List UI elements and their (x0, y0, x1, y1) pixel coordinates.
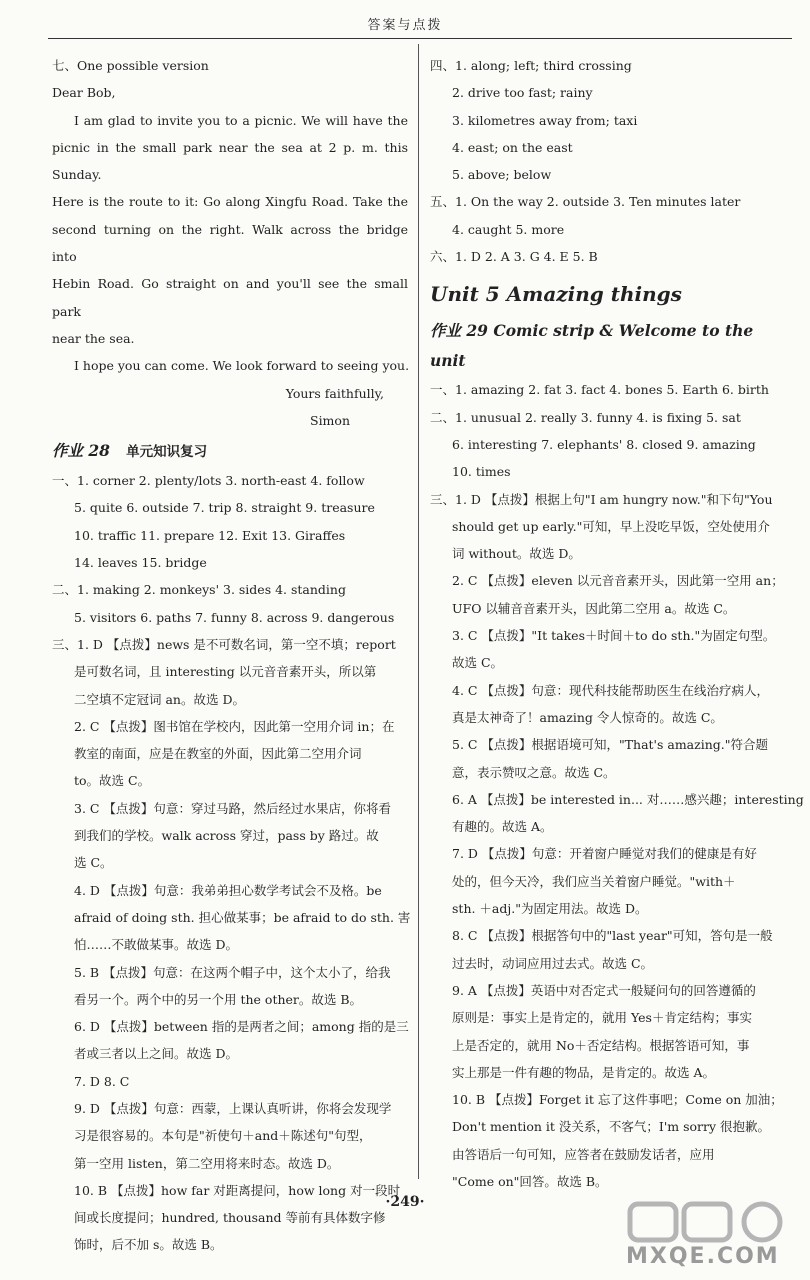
answer-line: 由答语后一句可知，应答者在鼓励发话者，应用 (452, 1146, 715, 1162)
answer-line: 实上那是一件有趣的物品，是肯定的。故选 A。 (452, 1064, 716, 1080)
answer-line: "Come on"回答。故选 B。 (452, 1173, 608, 1189)
answer-line: 14. leaves 15. bridge (74, 555, 207, 571)
answer-line: 二、1. making 2. monkeys' 3. sides 4. standing (52, 582, 346, 598)
homework-29-title: 作业 29 Comic strip & Welcome to the unit (430, 321, 754, 371)
answer-line: 6. A 【点拨】be interested in... 对……感兴趣；interesting (452, 791, 804, 807)
answer-line: 7. D 【点拨】句意：开着窗户睡觉对我们的健康是有好 (452, 846, 757, 862)
letter-line: near the sea. (52, 330, 135, 346)
letter-signature: Simon (310, 412, 350, 428)
answer-line: 饰时，后不加 s。故选 B。 (74, 1237, 223, 1253)
answer-line: 习是很容易的。本句是"祈使句＋and＋陈述句"句型， (74, 1128, 372, 1144)
answer-line: 4. D 【点拨】句意：我弟弟担心数学考试会不及格。be (74, 882, 382, 898)
answer-line: afraid of doing sth. 担心做某事；be afraid to do sth. 害 (74, 909, 411, 925)
column-divider (418, 44, 419, 1179)
letter-line: picnic in the small park near the sea at 2 p. m. this Sunday. (52, 139, 408, 183)
answer-line: 8. C 【点拨】根据答句中的"last year"可知，答句是一般 (452, 928, 773, 944)
letter-line: Here is the route to it: Go along Xingfu Road. Take the (52, 194, 408, 210)
answer-line: 6. interesting 7. elephants' 8. closed 9. amazing (452, 436, 756, 452)
answer-line: 2. C 【点拨】eleven 以元音音素开头，因此第一空用 an； (452, 573, 784, 589)
homework-28-subtitle: 单元知识复习 (126, 444, 208, 461)
answer-line: 上是否定的，就用 No＋否定结构。根据答语可知，事 (452, 1037, 750, 1053)
answer-line: 7. D 8. C (74, 1073, 130, 1089)
answer-line: 三、1. D 【点拨】news 是不可数名词，第一空不填；report (52, 636, 396, 652)
answer-line: 二、1. unusual 2. really 3. funny 4. is fixing 5. sat (430, 409, 741, 425)
answer-line: 5. B 【点拨】句意：在这两个帽子中，这个太小了，给我 (74, 964, 391, 980)
answer-line: 真是太神奇了！amazing 令人惊奇的。故选 C。 (452, 709, 723, 725)
answer-line: 故选 C。 (452, 655, 504, 671)
answer-line: 3. C 【点拨】"It takes＋时间＋to do sth."为固定句型。 (452, 628, 776, 644)
homework-28-heading (52, 436, 408, 467)
answer-line: 教室的南面，应是在教室的外面，因此第二空用介词 (74, 746, 362, 762)
answer-line: 选 C。 (74, 855, 113, 871)
answer-line: 词 without。故选 D。 (452, 546, 581, 562)
header-rule (48, 38, 792, 39)
answer-line: 到我们的学校。walk across 穿过，pass by 路过。故 (74, 828, 379, 844)
answer-line: 四、1. along; left; third crossing (430, 58, 632, 73)
answer-line: UFO 以辅音音素开头，因此第二空用 a。故选 C。 (452, 600, 736, 616)
answer-line: 六、1. D 2. A 3. G 4. E 5. B (430, 249, 598, 265)
answer-line: should get up early."可知，早上没吃早饭，空处使用介 (452, 518, 770, 534)
answer-line: 9. A 【点拨】英语中对否定式一般疑问句的回答遵循的 (452, 982, 756, 998)
letter-title: 七、One possible version (52, 58, 209, 73)
answer-line: 原则是：事实上是肯定的，就用 Yes＋肯定结构；事实 (452, 1010, 752, 1026)
page-number: ·249· (385, 1194, 425, 1210)
letter-line: second turning on the right. Walk across the bridge into (52, 221, 408, 265)
answer-line: 怕……不敢做某事。故选 D。 (74, 937, 238, 953)
answer-line: 看另一个。两个中的另一个用 the other。故选 B。 (74, 991, 363, 1007)
letter-line: I hope you can come. We look forward to seeing you. (74, 358, 410, 374)
answer-line: 5. above; below (452, 167, 552, 183)
letter-greeting: Dear Bob, (52, 85, 116, 101)
answer-line: 10. B 【点拨】Forget it 忘了这件事吧；Come on 加油； (452, 1092, 783, 1108)
answer-line: Don't mention it 没关系，不客气；I'm sorry 很抱歉。 (452, 1119, 771, 1135)
left-column (52, 52, 411, 1259)
answer-line: 一、1. corner 2. plenty/lots 3. north-east 4. follow (52, 473, 365, 489)
answer-line: 过去时，动词应用过去式。故选 C。 (452, 955, 654, 971)
answer-line: sth. ＋adj."为固定用法。故选 D。 (452, 901, 648, 917)
answer-line: 二空填不定冠词 an。故选 D。 (74, 691, 245, 707)
answer-line: 五、1. On the way 2. outside 3. Ten minutes later (430, 194, 741, 210)
answer-line: 意，表示赞叹之意。故选 C。 (452, 764, 616, 780)
answer-line: 10. B 【点拨】how far 对距离提问，how long 对一段时 (74, 1182, 401, 1198)
letter-closing: Yours faithfully, (285, 385, 384, 401)
answer-line: to。故选 C。 (74, 773, 151, 789)
letter-line: I am glad to invite you to a picnic. We will have the (74, 112, 408, 128)
answer-line: 4. C 【点拨】句意：现代科技能帮助医生在线治疗病人， (452, 682, 769, 698)
answer-line: 10. times (452, 464, 511, 480)
answer-line: 6. D 【点拨】between 指的是两者之间；among 指的是三 (74, 1019, 409, 1035)
answer-line: 5. visitors 6. paths 7. funny 8. across 9. dangerous (74, 609, 395, 625)
unit-title: Unit 5 Amazing things (430, 282, 682, 307)
answer-line: 三、1. D 【点拨】根据上句"I am hungry now."和下句"You (430, 491, 773, 507)
homework-28-title: 作业 28 (52, 441, 110, 461)
answer-line: 9. D 【点拨】句意：西蒙，上课认真听讲，你将会发现学 (74, 1100, 392, 1116)
answer-line: 者或三者以上之间。故选 D。 (74, 1046, 238, 1062)
answer-line: 3. kilometres away from; taxi (452, 112, 638, 128)
letter-line: Hebin Road. Go straight on and you'll see the small park (52, 276, 408, 319)
answer-line: 是可数名词，且 interesting 以元音音素开头，所以第 (74, 664, 377, 680)
answer-line: 10. traffic 11. prepare 12. Exit 13. Giraffes (74, 527, 346, 543)
right-column (430, 52, 804, 1195)
watermark-text: MXQE.COM (626, 1244, 780, 1269)
answer-line: 2. drive too fast; rainy (452, 85, 593, 101)
answer-line: 一、1. amazing 2. fat 3. fact 4. bones 5. Earth 6. birth (430, 382, 769, 398)
answer-line: 2. C 【点拨】图书馆在学校内，因此第一空用介词 in；在 (74, 718, 395, 734)
answer-line: 4. caught 5. more (452, 221, 565, 237)
watermark-logo (612, 1200, 802, 1274)
answer-line: 第一空用 listen，第二空用将来时态。故选 D。 (74, 1155, 340, 1171)
answer-line: 4. east; on the east (452, 139, 573, 155)
answer-line: 5. C 【点拨】根据语境可知，"That's amazing."符合题 (452, 737, 768, 753)
answer-line: 处的，但今天冷，我们应当关着窗户睡觉。"with＋ (452, 873, 736, 889)
page-header: 答案与点拨 (367, 18, 443, 33)
answer-line: 间或长度提问；hundred, thousand 等前有具体数字修 (74, 1210, 386, 1226)
answer-line: 5. quite 6. outside 7. trip 8. straight 9. treasure (74, 500, 375, 516)
answer-line: 有趣的。故选 A。 (452, 819, 553, 835)
answer-line: 3. C 【点拨】句意：穿过马路，然后经过水果店，你将看 (74, 800, 391, 816)
